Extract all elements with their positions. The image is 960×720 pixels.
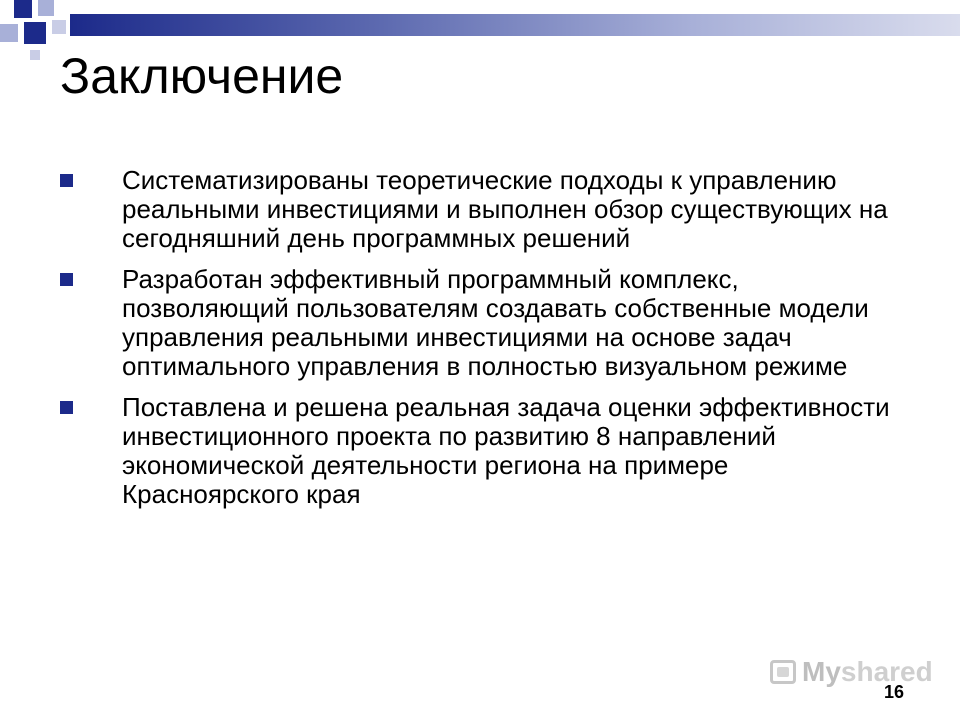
bullet-item [60, 265, 890, 381]
bullet-text: Систематизированы теоретические подходы к управлению реальными инвестициями и выполнен обзор существующих на сегодняшний день программных решений [122, 165, 888, 253]
header-gradient-bar [70, 14, 960, 36]
decor-square-6 [30, 50, 40, 60]
slide-title: Заключение [60, 48, 344, 104]
bullet-item [60, 166, 890, 253]
bullet-square-icon [60, 401, 73, 414]
decor-square-2 [38, 0, 54, 16]
bullet-text: Поставлена и решена реальная задача оценки эффективности инвестиционного проекта по развитию 8 направлений экономической деятельности региона на примере Красноярского края [122, 392, 890, 509]
bullet-text: Разработан эффективный программный комплекс, позволяющий пользователям создавать собственные модели управления реальными инвестициями на основе задач оптимального управления в полностью визуальном режиме [122, 264, 869, 381]
bullet-list [60, 166, 890, 521]
bullet-square-icon [60, 174, 73, 187]
bullet-item [60, 393, 890, 509]
page-number: 16 [883, 682, 904, 702]
decor-square-1 [14, 0, 32, 18]
projector-icon [770, 660, 796, 684]
watermark-logo-text: Myshared [802, 656, 933, 687]
decor-square-3 [0, 24, 18, 42]
myshared-watermark [770, 655, 933, 689]
bullet-square-icon [60, 273, 73, 286]
decor-square-4 [24, 22, 46, 44]
decor-square-5 [52, 20, 66, 34]
